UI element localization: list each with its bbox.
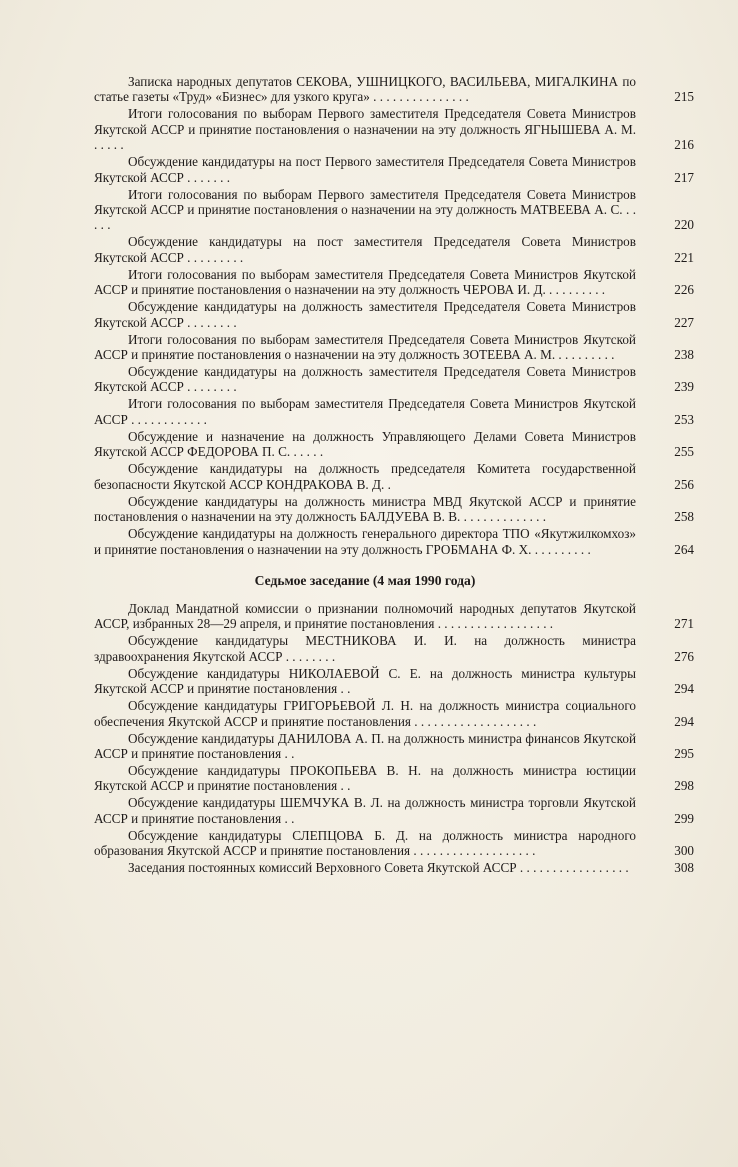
toc-entry [94, 526, 694, 557]
toc-entry-text: Обсуждение кандидатуры ПРОКОПЬЕВА В. Н. на должность министра юстиции Якутской АССР и принятие постановления . . [94, 762, 636, 794]
toc-entry-page-number: 271 [674, 616, 694, 632]
toc-entry-text: Обсуждение кандидатуры на должность министра МВД Якутской АССР и принятие постановления о назначении на эту должность БАЛДУЕВА В. В. . . . . . . . . . . . . . [94, 493, 636, 525]
toc-entry-page-number: 276 [674, 648, 694, 664]
toc-entry [94, 429, 694, 460]
toc-entry-page-number: 308 [674, 860, 694, 876]
toc-entry-page-number: 295 [674, 745, 694, 761]
toc-entry [94, 461, 694, 492]
toc-section-sixth-session-continued [94, 74, 694, 557]
toc-entry [94, 860, 694, 875]
toc-entry [94, 731, 694, 762]
toc-entry [94, 795, 694, 826]
toc-entry-page-number: 264 [674, 541, 694, 557]
toc-entry-text: Обсуждение кандидатуры на должность заместителя Председателя Совета Министров Якутской АССР . . . . . . . . [94, 299, 636, 330]
toc-entry-page-number: 256 [674, 476, 694, 492]
toc-entry-text: Обсуждение кандидатуры ГРИГОРЬЕВОЙ Л. Н. на должность министра социального обеспечения Якутской АССР и принятие постановления . . . . . . . . . . . . . . . . . . . [94, 698, 636, 729]
toc-entry-text: Обсуждение кандидатуры на пост заместителя Председателя Совета Министров Якутской АССР . . . . . . . . . [94, 234, 636, 265]
toc-entry-page-number: 298 [674, 778, 694, 794]
toc-entry-text: Записка народных депутатов СЕКОВА, УШНИЦКОГО, ВАСИЛЬЕВА, МИГАЛКИНА по статье газеты «Труд» «Бизнес» для узкого круга» . . . . . . . . . . . . . . . [94, 74, 636, 105]
toc-entry [94, 332, 694, 363]
toc-entry [94, 666, 694, 697]
toc-entry [94, 154, 694, 185]
toc-entry [94, 267, 694, 298]
toc-entry-text: Обсуждение кандидатуры СЛЕПЦОВА Б. Д. на должность министра народного образования Якутской АССР и принятие постановления . . . . . . . . . . . . . . . . . . . [94, 827, 636, 859]
toc-entry-page-number: 255 [674, 444, 694, 460]
toc-entry-page-number: 239 [674, 379, 694, 395]
toc-entry-text: Обсуждение кандидатуры на должность заместителя Председателя Совета Министров Якутской АССР . . . . . . . . [94, 364, 636, 395]
toc-entry-text: Итоги голосования по выборам заместителя Председателя Совета Министров Якутской АССР и принятие постановления о назначении на эту должность ЗОТЕЕВА А. М. . . . . . . . . . [94, 331, 636, 363]
toc-entry-page-number: 215 [674, 89, 694, 105]
toc-entry-page-number: 258 [674, 509, 694, 525]
toc-entry-page-number: 217 [674, 169, 694, 185]
toc-entry [94, 364, 694, 395]
toc-entry-text: Итоги голосования по выборам заместителя Председателя Совета Министров Якутской АССР и принятие постановления о назначении на эту должность ЧЕРОВА И. Д. . . . . . . . . . [94, 266, 636, 298]
toc-entry-page-number: 294 [674, 681, 694, 697]
toc-entry-page-number: 226 [674, 282, 694, 298]
toc-entry [94, 763, 694, 794]
toc-entry-text: Обсуждение и назначение на должность Управляющего Делами Совета Министров Якутской АССР ФЕДОРОВА П. С. . . . . . [94, 428, 636, 460]
toc-section-seventh-session [94, 601, 694, 876]
toc-entry [94, 698, 694, 729]
toc-entry [94, 299, 694, 330]
toc-entry-text: Доклад Мандатной комиссии о признании полномочий народных депутатов Якутской АССР, избранных 28—29 апреля, и принятие постановления . . . . . . . . . . . . . . . . . . [94, 600, 636, 632]
toc-entry [94, 633, 694, 664]
toc-entry-text: Обсуждение кандидатуры ШЕМЧУКА В. Л. на должность министра торговли Якутской АССР и принятие постановления . . [94, 795, 636, 826]
toc-entry-page-number: 216 [674, 137, 694, 153]
toc-entry-page-number: 220 [674, 217, 694, 233]
toc-entry-page-number: 227 [674, 314, 694, 330]
toc-entry-text: Обсуждение кандидатуры ДАНИЛОВА А. П. на должность министра финансов Якутской АССР и принятие постановления . . [94, 730, 636, 761]
toc-entry-text: Итоги голосования по выборам заместителя Председателя Совета Министров Якутской АССР . . . . . . . . . . . . [94, 396, 636, 427]
toc-entry [94, 601, 694, 632]
toc-entry-text: Итоги голосования по выборам Первого заместителя Председателя Совета Министров Якутской АССР и принятие постановления о назначении на эту должность МАТВЕЕВА А. С. . . . . . [94, 186, 636, 233]
toc-entry-text: Заседания постоянных комиссий Верховного Совета Якутской АССР . . . . . . . . . . . . . . . . . [128, 860, 629, 876]
toc-entry [94, 396, 694, 427]
toc-entry-page-number: 253 [674, 411, 694, 427]
toc-entry [94, 828, 694, 859]
toc-entry-text: Обсуждение кандидатуры НИКОЛАЕВОЙ С. Е. на должность министра культуры Якутской АССР и принятие постановления . . [94, 665, 636, 697]
toc-entry-page-number: 299 [674, 810, 694, 826]
toc-entry-text: Обсуждение кандидатуры МЕСТНИКОВА И. И. на должность министра здравоохранения Якутской АССР . . . . . . . . [94, 633, 636, 664]
toc-entry-page-number: 238 [674, 347, 694, 363]
toc-entry [94, 106, 694, 152]
toc-entry-page-number: 294 [674, 713, 694, 729]
toc-entry-text: Обсуждение кандидатуры на должность генерального директора ТПО «Якутжилкомхоз» и принятие постановления о назначении на эту должность ГРОБМАНА Ф. Х. . . . . . . . . . [94, 526, 636, 557]
toc-entry [94, 74, 694, 105]
toc-entry-text: Обсуждение кандидатуры на должность председателя Комитета государственной безопасности Якутской АССР КОНДРАКОВА В. Д. . [94, 461, 636, 492]
toc-entry [94, 494, 694, 525]
toc-entry [94, 187, 694, 233]
toc-entry-text: Обсуждение кандидатуры на пост Первого заместителя Председателя Совета Министров Якутской АССР . . . . . . . [94, 154, 636, 185]
section-title: Седьмое заседание (4 мая 1990 года) [254, 572, 476, 588]
toc-entry [94, 234, 694, 265]
toc-entry-page-number: 221 [674, 249, 694, 265]
toc-entry-text: Итоги голосования по выборам Первого заместителя Председателя Совета Министров Якутской АССР и принятие постановления о назначении на эту должность ЯГНЫШЕВА А. М. . . . . . [94, 106, 636, 153]
table-of-contents [94, 74, 694, 877]
toc-entry-page-number: 300 [674, 843, 694, 859]
